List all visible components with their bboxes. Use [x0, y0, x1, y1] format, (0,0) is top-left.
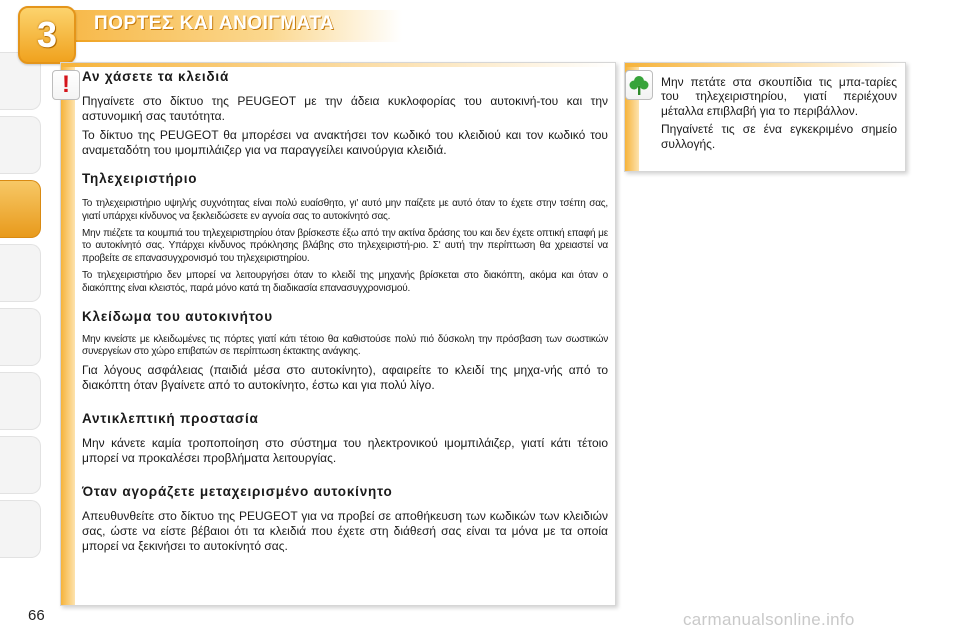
paragraph: Μην κινείστε με κλειδωμένες τις πόρτες γιατί κάτι τέτοιο θα καθιστούσε πολύ πιό δύσκολη την πρόσβαση των σωστικών συνεργείων στο χώρο επιβατών σε περίπτωση έκτακτης ανάγκης.	[82, 333, 608, 358]
paragraph: Το δίκτυο της PEUGEOT θα μπορέσει να ανακτήσει τον κωδικό του κλειδιού και τον κωδικό του αναμεταδότη του ιμομπιλάιζερ για να παραγγείλει καινούργια κλειδιά.	[82, 128, 608, 157]
paragraph: Μην κάνετε καμία τροποποίηση στο σύστημα του ηλεκτρονικού ιμομπιλάιζερ, γιατί κάτι τέτοιο μπορεί να προκαλέσει προβλήματα λειτουργίας.	[82, 436, 608, 466]
paragraph: Το τηλεχειριστήριο δεν μπορεί να λειτουργήσει όταν το κλειδί της μηχανής βρίσκεται στο διακόπτη, ακόμα και όταν ο διακόπτης είναι κλειστός, παρά μόνο κατά τη διαδικασία επανασυγχρονισμού.	[82, 269, 608, 294]
panel-cap	[61, 63, 615, 67]
paragraph: Το τηλεχειριστήριο υψηλής συχνότητας είναι πολύ ευαίσθητο, γι' αυτό μην παίζετε με αυτό όταν το έχετε στην τσέπη σας, γιατί υπάρχει κίνδυνος να ξεκλειδώσετε εν αγνοία σας το αυτοκίνητό σας.	[82, 198, 608, 222]
warning-icon: !	[52, 70, 80, 100]
side-tab-4	[0, 244, 41, 302]
side-tab-active	[0, 180, 41, 238]
header-rule	[72, 40, 402, 42]
section-heading-lost-keys: Αν χάσετε τα κλειδιά	[82, 69, 230, 84]
paragraph: Μην πετάτε στα σκουπίδια τις μπα-ταρίες του τηλεχειριστηρίου, γιατί περιέχουν μέταλλα επιβλαβή για το περιβάλλον.	[661, 75, 897, 118]
paragraph: Μην πιέζετε τα κουμπιά του τηλεχειριστηρίου όταν βρίσκεστε έξω από την ακτίνα δράσης του και δεν έχετε οπτική επαφή με το αυτοκίνητό σας. Υπάρχει κίνδυνος πρόκλησης βλάβης στο τηλεχειριστή-ριο. Σ' αυτή την περίπτωση θα χρειαστεί να προβείτε σε επανασυγχρονισμό του τηλεχειριστηρίου.	[82, 227, 608, 265]
section-heading-used-car: Όταν αγοράζετε μεταχειρισμένο αυτοκίνητο	[82, 484, 393, 500]
panel-cap	[625, 63, 905, 67]
side-tab-8	[0, 500, 41, 558]
chapter-badge	[18, 6, 76, 64]
section-heading-remote: Τηλεχειριστήριο	[82, 171, 198, 186]
side-tab-6	[0, 372, 41, 430]
panel-accent	[61, 63, 75, 605]
eco-badge	[625, 70, 653, 100]
side-tab-2	[0, 116, 41, 174]
eco-note-content	[661, 75, 897, 151]
page-number: 66	[28, 607, 45, 624]
section-heading-locking: Κλείδωμα του αυτοκινήτου	[82, 308, 273, 324]
side-tab-5	[0, 308, 41, 366]
main-content	[82, 68, 608, 554]
paragraph: Απευθυνθείτε στο δίκτυο της PEUGEOT για να προβεί σε αποθήκευση των κωδικών των κλειδιών σας, ώστε να είστε βέβαιοι ότι τα κλειδιά που έχετε στη διάθεσή σας είναι τα μόνα με τα οποία μπορεί να ξεκινήσει το αυτοκίνητό σας.	[82, 509, 608, 554]
paragraph: Πηγαίνετέ τις σε ένα εγκεκριμένο σημείο συλλογής.	[661, 122, 897, 151]
paragraph: Πηγαίνετε στο δίκτυο της PEUGEOT με την άδεια κυκλοφορίας του αυτοκινή-του και την αστυνομική σας ταυτότητα.	[82, 94, 608, 123]
chapter-number: 3	[36, 14, 58, 55]
side-tab-7	[0, 436, 41, 494]
watermark: carmanualsonline.info	[683, 610, 855, 629]
eco-leaf-icon	[629, 74, 649, 96]
page-title: ΠΟΡΤΕΣ ΚΑΙ ΑΝΟΙΓΜΑΤΑ	[94, 13, 335, 34]
paragraph: Για λόγους ασφάλειας (παιδιά μέσα στο αυτοκίνητο), αφαιρείτε το κλειδί της μηχα-νής από το διακόπτη όταν βγαίνετε από το αυτοκίνητο, έστω και για πολύ λίγο.	[82, 363, 608, 393]
section-heading-antitheft: Αντικλεπτική προστασία	[82, 411, 259, 427]
